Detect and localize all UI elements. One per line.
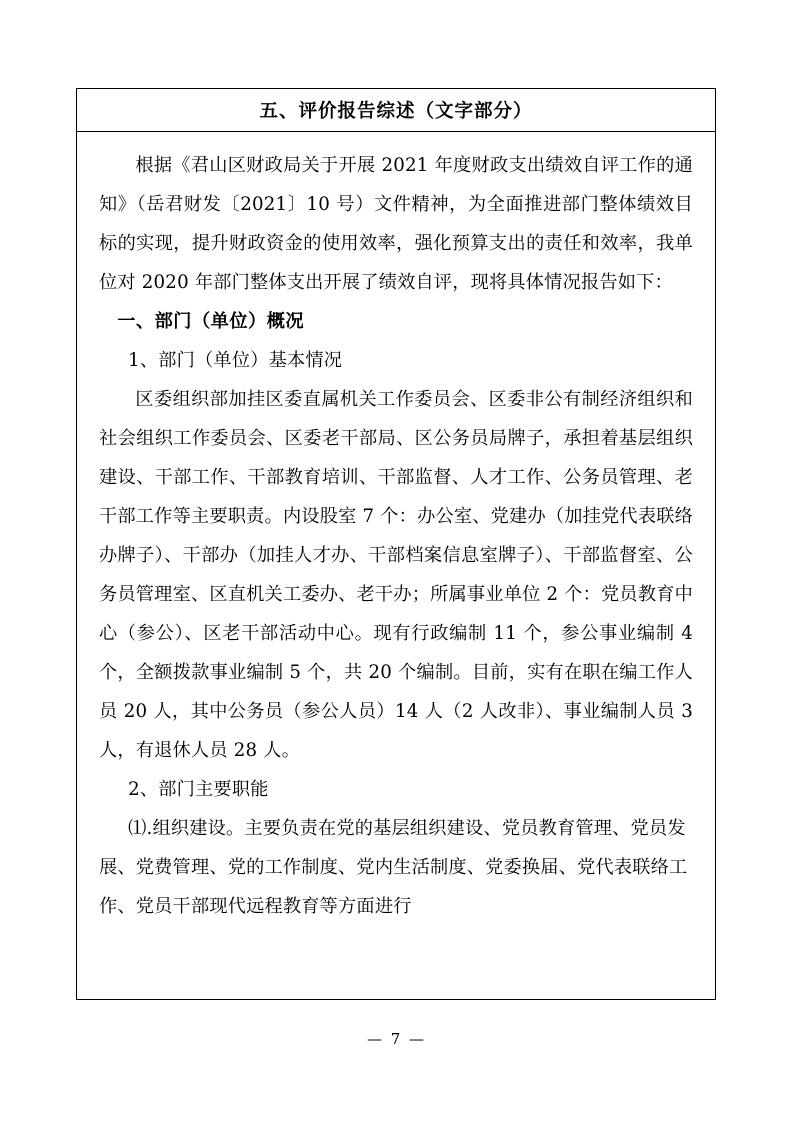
document-table-frame bbox=[76, 88, 716, 1000]
section-title: 五、评价报告综述（文字部分） bbox=[259, 101, 533, 122]
paragraph-basic-info-body: 区委组织部加挂区委直属机关工作委员会、区委非公有制经济组织和社会组织工作委员会、区委老干部局、区公务员局牌子，承担着基层组织建设、干部工作、干部教育培训、干部监督、人才工作、公务员管理、老干部工作等主要职责。内设股室 7 个：办公室、党建办（加挂党代表联络办牌子）、干部办（加挂人才办、干部档案信息室牌子）、干部监督室、公务员管理室、区直机关工委办、老干办；所属事业单位 2 个：党员教育中心（参公）、区老干部活动中心。现有行政编制 11 个，参公事业编制 4 个，全额拨款事业编制 5 个，共 20 个编制。目前，实有在职在编工作人员 20 人，其中公务员（参公人员）14 人（2 人改非）、事业编制人员 3 人，有退休人员 28 人。 bbox=[99, 389, 693, 761]
paragraph-function-item-1: ⑴.组织建设。主要负责在党的基层组织建设、党员教育管理、党员发展、党费管理、党的工作制度、党内生活制度、党委换届、党代表联络工作、党员干部现代远程教育等方面进行 bbox=[99, 818, 688, 917]
heading-department-overview: 一、部门（单位）概况 bbox=[117, 311, 305, 332]
subheading-main-functions: 2、部门主要职能 bbox=[128, 779, 269, 800]
paragraph-intro: 根据《君山区财政局关于开展 2021 年度财政支出绩效自评工作的通知》（岳君财发〔2021〕10 号）文件精神，为全面推进部门整体绩效目标的实现，提升财政资金的使用效率，强化预算支出的责任和效率，我单位对 2020 年部门整体支出开展了绩效自评，现将具体情况报告如下： bbox=[99, 155, 693, 293]
page-number: — 7 — bbox=[366, 1030, 427, 1048]
document-body bbox=[77, 132, 715, 926]
section-title-row bbox=[77, 89, 715, 132]
subheading-basic-info: 1、部门（单位）基本情况 bbox=[128, 350, 343, 371]
